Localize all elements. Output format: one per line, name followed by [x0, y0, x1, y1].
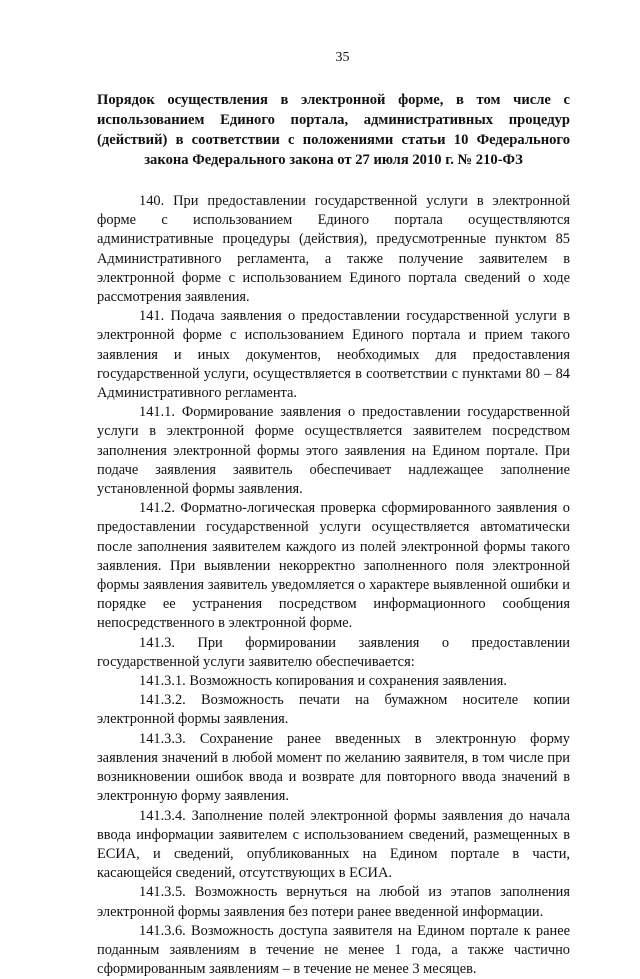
paragraph-141-3: 141.3. При формировании заявления о предоставлении государственной услуги заявителю обеспечивается:	[97, 634, 570, 670]
paragraph-141-3-2: 141.3.2. Возможность печати на бумажном носителе копии электронной формы заявления.	[97, 692, 570, 728]
page-number: 35	[335, 50, 350, 65]
paragraph-141: 141. Подача заявления о предоставлении государственной услуги в электронной форме с использованием Единого портала и прием такого заявления и иных документов, необходимых для предоставления государственной услуги, осуществляется в соответствии с пунктами 80 – 84 Административного регламента.	[97, 308, 570, 402]
paragraph-141-2: 141.2. Форматно-логическая проверка сформированного заявления о предоставлении государственной услуги осуществляется автоматически после заполнения заявителем каждого из полей электронной формы такого заявления. При выявлении некорректно заполненного поля электронной формы заявления заявитель уведомляется о характере выявленной ошибки и порядке ее устранения посредством информационного сообщения непосредственного в электронной форме.	[97, 500, 570, 632]
document-body	[97, 192, 570, 979]
section-heading: Порядок осуществления в электронной форме, в том числе с использованием Единого портала, административных процедур (действий) в соответствии с положениями статьи 10 Федерального закона Федерального закона от 27 июля 2010 г. № 210-ФЗ	[97, 92, 570, 168]
paragraph-141-3-1: 141.3.1. Возможность копирования и сохранения заявления.	[139, 673, 507, 690]
paragraph-141-3-6: 141.3.6. Возможность доступа заявителя на Едином портале к ранее поданным заявлениям в течение не менее 1 года, а также частично сформированным заявлениям – в течение не менее 3 месяцев.	[97, 922, 570, 978]
paragraph-140: 140. При предоставлении государственной услуги в электронной форме с использованием Единого портала осуществляются административные процедуры (действия), предусмотренные пунктом 85 Административного регламента, а также получение заявителем в электронной форме с использованием Единого портала сведений о ходе рассмотрения заявления.	[97, 193, 570, 306]
paragraph-141-3-5: 141.3.5. Возможность вернуться на любой из этапов заполнения электронной формы заявления без потери ранее введенной информации.	[97, 884, 570, 920]
paragraph-141-3-3: 141.3.3. Сохранение ранее введенных в электронную форму заявления значений в любой момент по желанию заявителя, в том числе при возникновении ошибок ввода и возврате для повторного ввода значений в электронную форму заявления.	[97, 730, 570, 805]
paragraph-141-3-4: 141.3.4. Заполнение полей электронной формы заявления до начала ввода информации заявителем с использованием сведений, размещенных в ЕСИА, и сведений, опубликованных на Едином портале в части, касающейся сведений, отсутствующих в ЕСИА.	[97, 807, 570, 882]
paragraph-141-1: 141.1. Формирование заявления о предоставлении государственной услуги в электронной форме осуществляется заявителем посредством заполнения электронной формы этого заявления на Едином портале. При подаче заявления заявитель обеспечивает надлежащее заполнение установленной формы заявления.	[97, 404, 570, 498]
